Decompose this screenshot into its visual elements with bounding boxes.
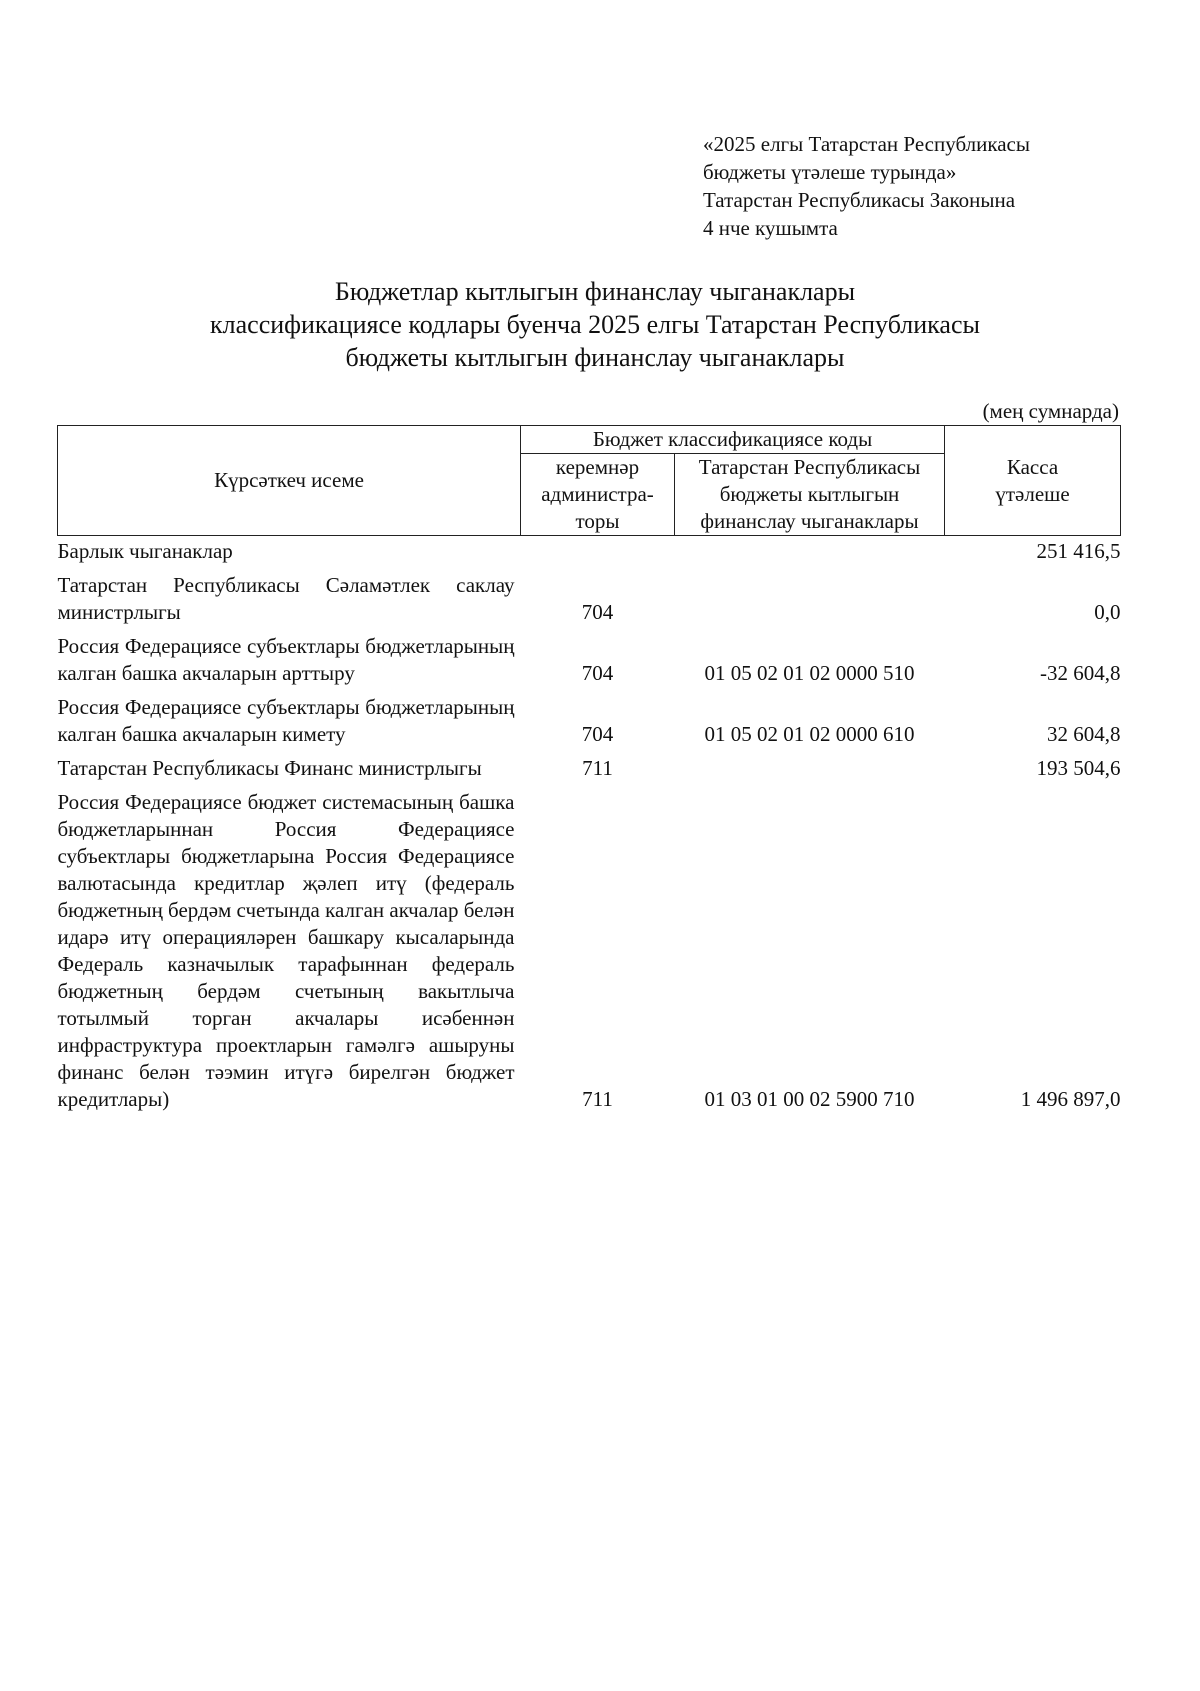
row-name: Татарстан Республикасы Финанс министрлыгы	[57, 756, 482, 780]
title-line: классификациясе кодлары буенча 2025 елгы Татарстан Республикасы	[210, 310, 980, 339]
table-row	[58, 626, 1121, 687]
row-code	[675, 565, 945, 626]
row-admin: 711	[582, 756, 613, 780]
row-code	[675, 748, 945, 782]
header-cash-line: Касса	[1006, 454, 1059, 479]
document-title	[60, 275, 1130, 374]
header-indicator-name: Күрсәткеч исеме	[58, 426, 521, 536]
annex-line: бюджеты үтәлеше турында»	[703, 160, 957, 184]
row-name: Барлык чыганаклар	[57, 539, 233, 563]
row-code: 01 03 01 00 02 5900 710	[704, 1087, 915, 1111]
row-code: 01 05 02 01 02 0000 510	[704, 661, 915, 685]
header-admin-line: керемнәр	[555, 455, 640, 479]
title-line: Бюджетлар кытлыгын финанслау чыганаклары	[334, 277, 856, 306]
header-source-line: Татарстан Республикасы	[698, 455, 921, 479]
header-cash-execution	[945, 426, 1121, 536]
row-value: 251 416,5	[1036, 539, 1121, 563]
row-value: 0,0	[1094, 600, 1121, 624]
sources-table	[57, 425, 1121, 1113]
row-admin: 704	[581, 722, 614, 746]
row-code	[675, 536, 945, 566]
annex-line: 4 нче кушымта	[703, 216, 838, 240]
row-admin: 704	[581, 661, 614, 685]
table-row	[58, 782, 1121, 1113]
row-value: -32 604,8	[1040, 661, 1121, 685]
row-name: Россия Федерациясе субъектлары бюджетларының калган башка акчаларын арттыру	[57, 634, 515, 685]
row-code: 01 05 02 01 02 0000 610	[704, 722, 915, 746]
header-cash-line: үтәлеше	[995, 481, 1070, 506]
table-row	[58, 748, 1121, 782]
header-budget-codes: Бюджет классификациясе коды	[521, 426, 945, 454]
title-line: бюджеты кытлыгын финанслау чыганаклары	[345, 343, 845, 372]
header-admin	[521, 454, 675, 536]
row-admin: 711	[582, 1087, 613, 1111]
header-source-line: бюджеты кытлыгын	[719, 482, 900, 506]
row-name: Россия Федерациясе субъектлары бюджетларының калган башка акчаларын кимету	[57, 695, 515, 746]
row-name: Татарстан Республикасы Сәламәтлек саклау министрлыгы	[57, 573, 515, 624]
table-row	[58, 687, 1121, 748]
row-admin	[521, 536, 675, 566]
header-admin-line: администра-	[541, 482, 654, 506]
row-value: 32 604,8	[1047, 722, 1121, 746]
annex-line: «2025 елгы Татарстан Республикасы	[703, 132, 1030, 156]
row-value: 1 496 897,0	[1020, 1087, 1121, 1111]
header-source-line: финанслау чыганаклары	[700, 509, 919, 533]
annex-line: Татарстан Республикасы Законына	[703, 188, 1016, 212]
row-name: Россия Федерациясе бюджет системасының башка бюджетларыннан Россия Федерациясе субъектлары бюджетларына Россия Федерациясе валютасында кредитлар җәлеп итү (федераль бюджетның бердәм счетында калган акчалар белән идарә итү операцияләрен башкару кысаларында Федераль казначылык тарафыннан федераль бюджетның бердәм счетының вакытлыча тотылмый торган акчалары исәбеннән инфраструктура проектларын гамәлгә ашыруны финанс белән тәэмин итүгә бирелгән бюджет кредитлары)	[57, 790, 515, 1111]
annex-note	[703, 130, 1030, 242]
table-row	[58, 536, 1121, 566]
row-value: 193 504,6	[1036, 756, 1121, 780]
header-source-code	[675, 454, 945, 536]
table-row	[58, 565, 1121, 626]
header-admin-line: торы	[575, 509, 620, 533]
unit-note: (мең сумнарда)	[982, 399, 1119, 423]
row-admin: 704	[581, 600, 614, 624]
